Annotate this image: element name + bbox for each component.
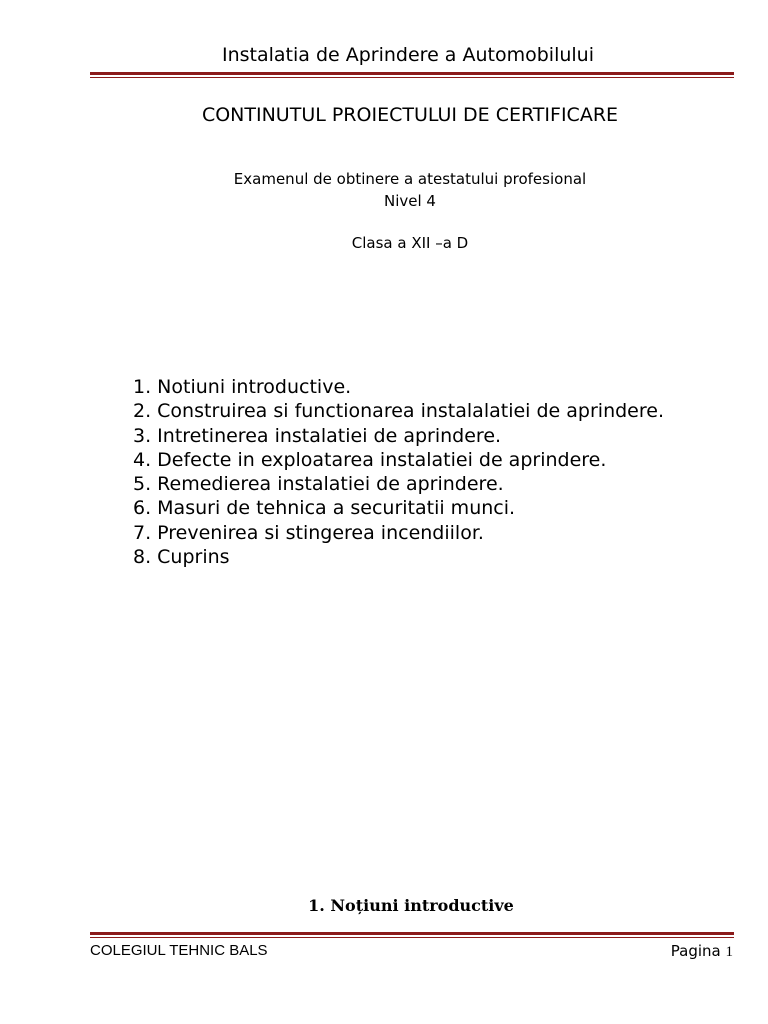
exam-subtitle: Examenul de obtinere a atestatului profesional bbox=[233, 170, 587, 188]
toc-item: 7. Prevenirea si stingerea incendiilor. bbox=[133, 521, 484, 544]
section-heading: 1. Noțiuni introductive bbox=[308, 896, 514, 915]
header-title: Instalatia de Aprindere a Automobilului bbox=[221, 44, 594, 66]
class-subtitle: Clasa a XII –a D bbox=[351, 234, 469, 252]
toc-item: 6. Masuri de tehnica a securitatii munci. bbox=[133, 497, 516, 520]
document-title: CONTINUTUL PROIECTULUI DE CERTIFICARE bbox=[201, 104, 619, 126]
page-number: 1 bbox=[725, 944, 733, 960]
toc-item: 2. Construirea si functionarea instalalatiei de aprindere. bbox=[133, 400, 664, 423]
footer-divider bbox=[90, 932, 734, 938]
toc-item: 4. Defecte in exploatarea instalatiei de aprindere. bbox=[133, 448, 607, 471]
header-divider bbox=[90, 72, 734, 78]
table-of-contents bbox=[133, 375, 664, 569]
page-label: Pagina bbox=[670, 942, 721, 960]
level-subtitle: Nivel 4 bbox=[384, 192, 436, 210]
toc-item: 8. Cuprins bbox=[133, 546, 230, 569]
toc-item: 1. Notiuni introductive. bbox=[133, 376, 352, 398]
toc-item: 5. Remedierea instalatiei de aprindere. bbox=[133, 473, 504, 496]
footer-page-indicator bbox=[671, 942, 733, 961]
footer-school-name: COLEGIUL TEHNIC BALS bbox=[90, 942, 268, 959]
toc-item: 3. Intretinerea instalatiei de aprindere. bbox=[133, 424, 502, 447]
